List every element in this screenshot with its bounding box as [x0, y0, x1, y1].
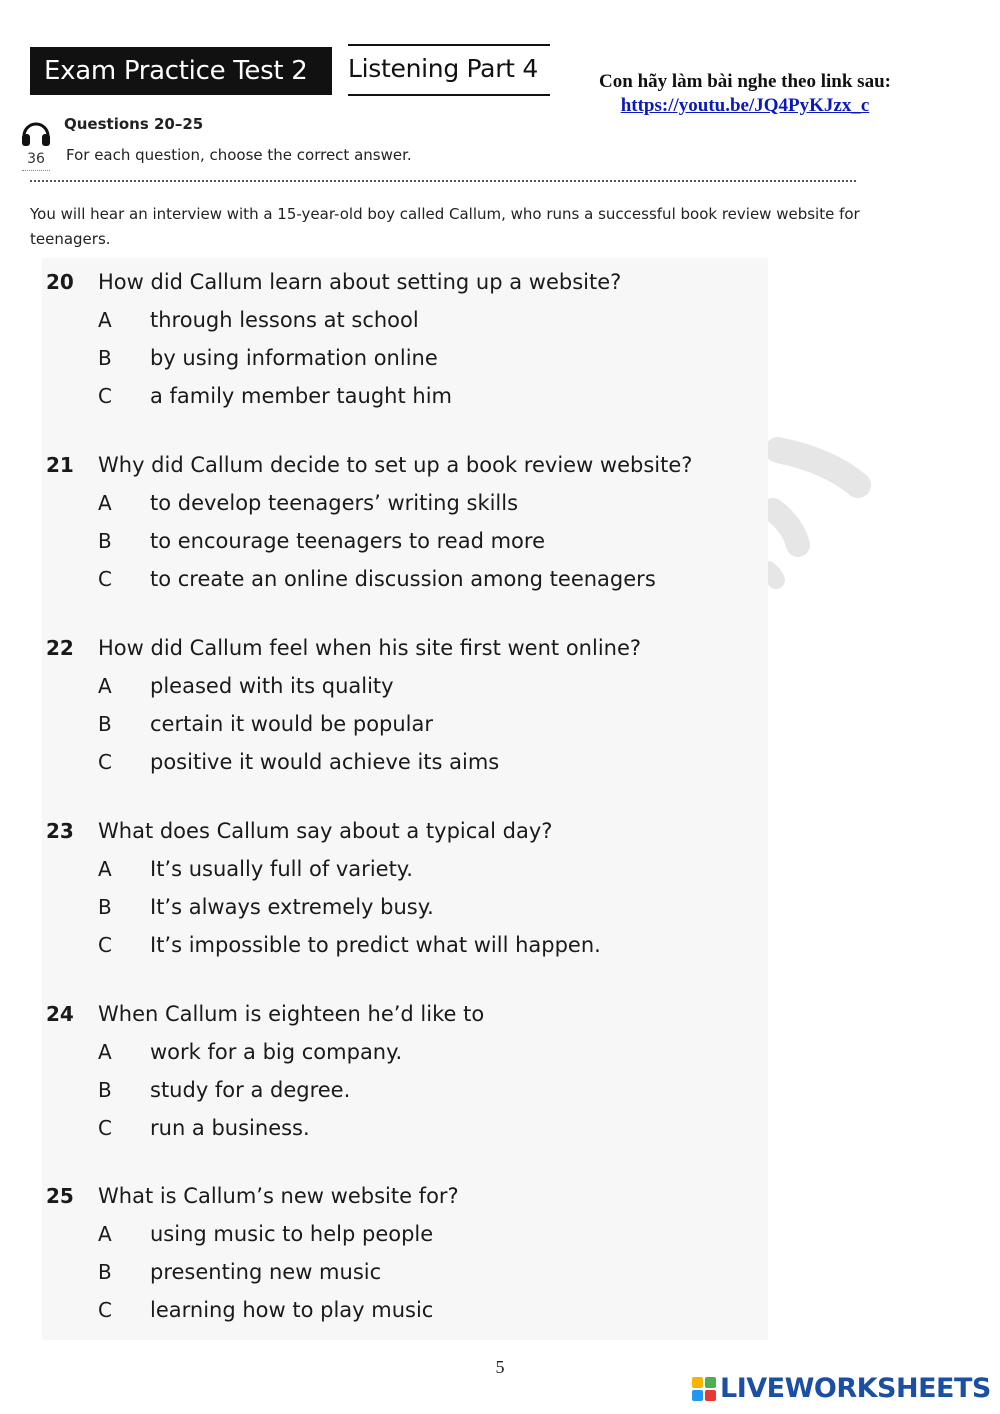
option-text: certain it would be popular	[150, 712, 434, 736]
questions-range: Questions 20–25	[64, 115, 204, 133]
option-text: run a business.	[150, 1116, 310, 1140]
option-letter: B	[98, 346, 112, 370]
option-text: work for a big company.	[150, 1040, 403, 1064]
option-b[interactable]	[46, 346, 786, 370]
option-text: to develop teenagers’ writing skills	[150, 491, 519, 515]
option-c[interactable]	[46, 750, 786, 774]
option-a[interactable]	[46, 491, 786, 515]
option-letter: A	[98, 674, 112, 698]
option-letter: A	[98, 1040, 112, 1064]
option-c[interactable]	[46, 1298, 786, 1322]
option-text: by using information online	[150, 346, 438, 370]
question-number: 20	[46, 270, 74, 294]
option-text: using music to help people	[150, 1222, 434, 1246]
option-letter: B	[98, 529, 112, 553]
option-text: positive it would achieve its aims	[150, 750, 500, 774]
option-letter: A	[98, 857, 112, 881]
option-text: It’s impossible to predict what will happen.	[150, 933, 601, 957]
question-text: What does Callum say about a typical day?	[98, 819, 553, 843]
option-text: through lessons at school	[150, 308, 419, 332]
section-intro: You will hear an interview with a 15-year-old boy called Callum, who runs a successful book review website for teenagers.	[30, 205, 860, 248]
brand-square	[692, 1390, 703, 1401]
question-22	[46, 636, 786, 774]
option-text: learning how to play music	[150, 1298, 434, 1322]
question-text: Why did Callum decide to set up a book review website?	[98, 453, 693, 477]
instruction-text: Con hãy làm bài nghe theo link sau:	[599, 71, 891, 92]
option-text: It’s usually full of variety.	[150, 857, 413, 881]
option-text: pleased with its quality	[150, 674, 394, 698]
option-letter: C	[98, 567, 112, 591]
liveworksheets-logo[interactable]	[692, 1373, 991, 1404]
option-b[interactable]	[46, 1260, 786, 1284]
dotted-divider	[30, 180, 856, 182]
brand-mark-icon	[692, 1377, 716, 1401]
option-text: study for a degree.	[150, 1078, 351, 1102]
option-text: presenting new music	[150, 1260, 382, 1284]
option-text: to encourage teenagers to read more	[150, 529, 545, 553]
option-c[interactable]	[46, 384, 786, 408]
question-number: 24	[46, 1002, 74, 1026]
option-letter: B	[98, 712, 112, 736]
option-a[interactable]	[46, 308, 786, 332]
option-letter: C	[98, 1298, 112, 1322]
brand-square	[705, 1390, 716, 1401]
option-c[interactable]	[46, 933, 786, 957]
option-text: a family member taught him	[150, 384, 452, 408]
question-21	[46, 453, 786, 591]
page-number: 5	[495, 1357, 505, 1377]
question-text: How did Callum feel when his site first went online?	[98, 636, 642, 660]
option-a[interactable]	[46, 857, 786, 881]
question-number: 23	[46, 819, 74, 843]
option-letter: A	[98, 1222, 112, 1246]
option-letter: A	[98, 308, 112, 332]
brand-square	[705, 1377, 716, 1388]
option-c[interactable]	[46, 567, 786, 591]
option-letter: C	[98, 1116, 112, 1140]
option-a[interactable]	[46, 674, 786, 698]
option-letter: C	[98, 750, 112, 774]
option-letter: C	[98, 384, 112, 408]
option-b[interactable]	[46, 1078, 786, 1102]
option-letter: B	[98, 895, 112, 919]
headphones-icon	[20, 117, 52, 149]
part-title: Listening Part 4	[348, 44, 550, 96]
option-text: to create an online discussion among teenagers	[150, 567, 656, 591]
video-link[interactable]: https://youtu.be/JQ4PyKJzx_c	[620, 95, 870, 116]
question-23	[46, 819, 786, 957]
option-c[interactable]	[46, 1116, 786, 1140]
questions-panel	[42, 258, 768, 1340]
audio-track-number: 36	[22, 148, 50, 171]
option-text: It’s always extremely busy.	[150, 895, 434, 919]
test-title: Exam Practice Test 2	[30, 47, 332, 95]
option-letter: B	[98, 1078, 112, 1102]
question-number: 25	[46, 1184, 74, 1208]
option-letter: C	[98, 933, 112, 957]
question-25	[46, 1184, 786, 1322]
option-b[interactable]	[46, 895, 786, 919]
option-a[interactable]	[46, 1040, 786, 1064]
question-24	[46, 1002, 786, 1140]
question-number: 22	[46, 636, 74, 660]
question-text: How did Callum learn about setting up a website?	[98, 270, 622, 294]
question-number: 21	[46, 453, 74, 477]
option-b[interactable]	[46, 529, 786, 553]
section-instruction: For each question, choose the correct answer.	[66, 146, 412, 164]
listening-instruction	[560, 70, 930, 118]
option-b[interactable]	[46, 712, 786, 736]
question-text: What is Callum’s new website for?	[98, 1184, 459, 1208]
option-letter: A	[98, 491, 112, 515]
brand-name: LIVEWORKSHEETS	[720, 1373, 991, 1404]
brand-square	[692, 1377, 703, 1388]
option-a[interactable]	[46, 1222, 786, 1246]
question-20	[46, 270, 786, 408]
question-text: When Callum is eighteen he’d like to	[98, 1002, 485, 1026]
option-letter: B	[98, 1260, 112, 1284]
